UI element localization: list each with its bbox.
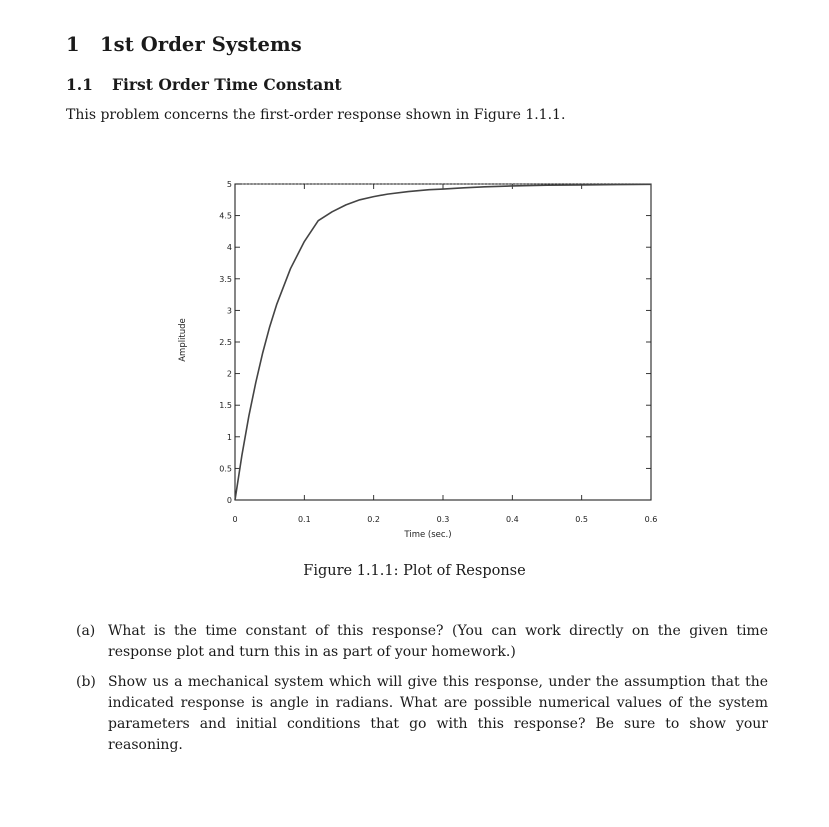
y-tick-label: 0 xyxy=(226,496,232,505)
plot-frame xyxy=(235,184,651,500)
subsection-title xyxy=(66,75,342,94)
y-tick-label: 2 xyxy=(226,369,232,379)
y-tick-label: 1.5 xyxy=(219,401,232,411)
question-label: (b) xyxy=(76,674,96,690)
y-tick-label: 3 xyxy=(226,306,232,316)
x-tick-label: 0.2 xyxy=(367,515,381,524)
plot-layer xyxy=(219,180,657,524)
y-tick-label: 0.5 xyxy=(219,464,232,474)
question-b xyxy=(76,672,768,756)
y-axis-label: Amplitude xyxy=(178,318,188,362)
intro-paragraph: This problem concerns the first-order response shown in Figure 1.1.1. xyxy=(66,107,566,123)
x-tick-label: 0.6 xyxy=(644,515,658,524)
x-tick-label: 0.4 xyxy=(505,515,519,524)
question-text: What is the time constant of this response? (You can work directly on the given time response plot and turn this in as part of your homework.) xyxy=(108,623,768,660)
x-tick-label: 0.3 xyxy=(436,515,450,524)
subsection-number: 1.1 xyxy=(66,75,93,94)
y-tick-label: 4 xyxy=(226,243,232,253)
question-label: (a) xyxy=(76,623,96,639)
response-curve xyxy=(235,184,651,500)
figure-caption: Figure 1.1.1: Plot of Response xyxy=(303,563,526,579)
response-chart xyxy=(168,168,668,548)
x-tick-label: 0.5 xyxy=(575,515,589,524)
y-tick-label: 2.5 xyxy=(219,338,232,347)
question-text: Show us a mechanical system which will give this response, under the assumption that the indicated response is angle in radians. What are possible numerical values of the system parameters and initial conditions that go with this response? Be sure to show your reasoning. xyxy=(108,674,768,753)
y-tick-label: 1 xyxy=(226,432,232,442)
section-title xyxy=(66,33,302,56)
question-a xyxy=(76,621,768,663)
x-tick-label: 0.1 xyxy=(297,515,311,524)
response-figure xyxy=(168,168,668,548)
x-axis-label: Time (sec.) xyxy=(404,530,452,540)
section-title-text: 1st Order Systems xyxy=(100,33,302,56)
y-tick-label: 3.5 xyxy=(219,274,232,284)
y-tick-label: 5 xyxy=(226,180,232,189)
question-list xyxy=(76,621,768,765)
section-number: 1 xyxy=(66,33,80,56)
x-tick-label: 0 xyxy=(232,515,238,524)
subsection-title-text: First Order Time Constant xyxy=(112,75,342,94)
y-tick-label: 4.5 xyxy=(219,211,232,221)
